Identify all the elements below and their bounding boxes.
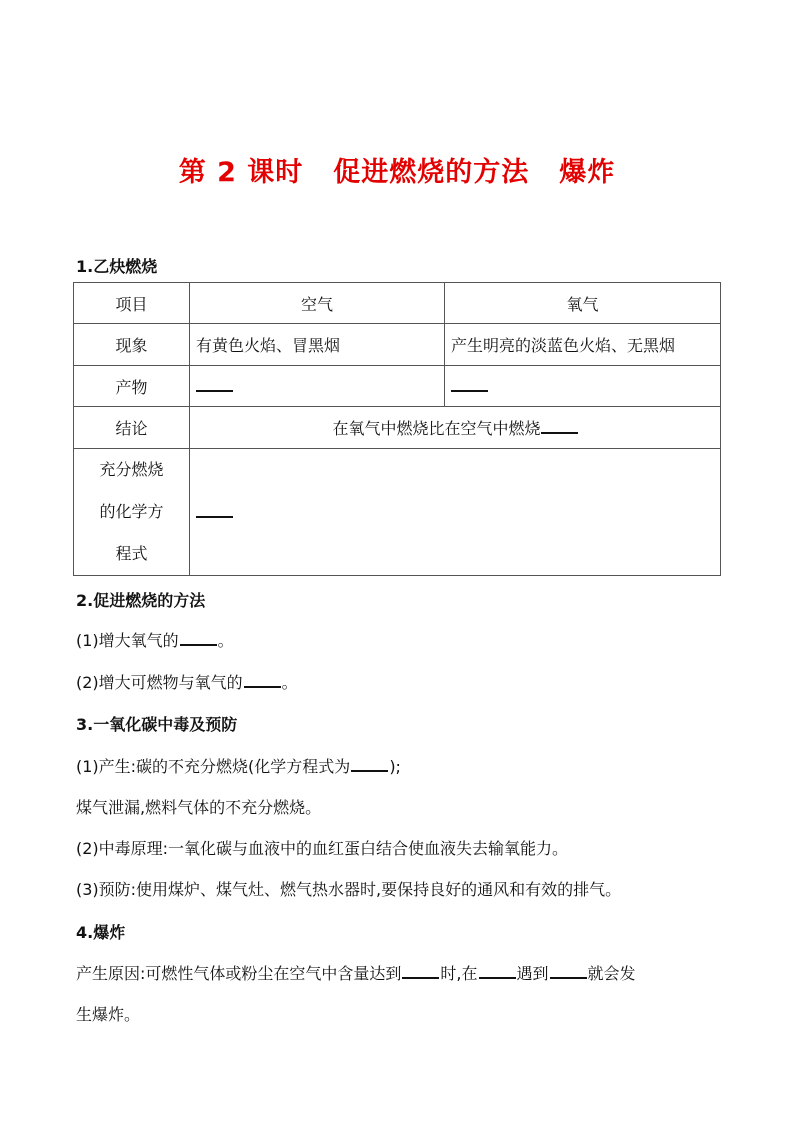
- title-topic: 促进燃烧的方法: [333, 157, 530, 188]
- s3-item1-blank[interactable]: [351, 756, 388, 772]
- equation-label-line2: 的化学方: [99, 502, 164, 521]
- s2-item2-text: (2)增大可燃物与氧气的: [76, 673, 243, 692]
- section-3-item-2: (2)中毒原理:一氧化碳与血液中的血红蛋白结合使血液失去输氧能力。: [76, 839, 569, 858]
- s4-blank-2[interactable]: [479, 963, 516, 979]
- row-label-product: 产物: [74, 366, 190, 407]
- section-2-item-1: [76, 628, 234, 651]
- acetylene-combustion-table: [73, 282, 721, 576]
- equation-blank[interactable]: [196, 506, 233, 518]
- equation-label-line3: 程式: [115, 544, 148, 563]
- title-explosion: 爆炸: [559, 157, 616, 188]
- conclusion-text: 在氧气中燃烧比在空气中燃烧: [332, 419, 541, 438]
- table-header-row: [74, 283, 721, 324]
- s2-item1-text: (1)增大氧气的: [76, 631, 179, 650]
- table-row-equation: [74, 449, 721, 576]
- row-label-conclusion: 结论: [74, 407, 190, 449]
- product-oxygen-cell: [445, 366, 721, 407]
- s3-item1-text: (1)产生:碳的不充分燃烧(化学方程式为: [76, 757, 351, 776]
- s2-item1-end: 。: [217, 631, 234, 650]
- section-4-text: [76, 961, 636, 984]
- page-title: [0, 150, 794, 189]
- s4-blank-3[interactable]: [550, 963, 587, 979]
- section-4-text-cont: 生爆炸。: [76, 1005, 141, 1024]
- conclusion-cell: [190, 407, 721, 449]
- section-3-item-1: [76, 754, 401, 777]
- phenomenon-air: 有黄色火焰、冒黑烟: [190, 324, 445, 366]
- s4-blank-1[interactable]: [402, 963, 439, 979]
- equation-label-line1: 充分燃烧: [99, 460, 164, 479]
- conclusion-blank[interactable]: [541, 422, 578, 434]
- row-label-equation: [74, 449, 190, 576]
- s4-text-c: 遇到: [516, 964, 549, 983]
- equation-cell: [190, 449, 721, 576]
- section-4-heading: 4.爆炸: [76, 923, 126, 942]
- s3-item1-end: );: [389, 757, 401, 776]
- s2-item2-end: 。: [281, 673, 298, 692]
- section-3-heading: 3.一氧化碳中毒及预防: [76, 715, 238, 734]
- table-row-phenomenon: [74, 324, 721, 366]
- product-air-cell: [190, 366, 445, 407]
- section-3-item-3: (3)预防:使用煤炉、煤气灶、燃气热水器时,要保持良好的通风和有效的排气。: [76, 880, 622, 899]
- section-2-heading: 2.促进燃烧的方法: [76, 591, 206, 610]
- product-air-blank[interactable]: [196, 380, 233, 392]
- section-1-heading: 1.乙炔燃烧: [76, 257, 158, 276]
- header-air: 空气: [190, 283, 445, 324]
- header-item: 项目: [74, 283, 190, 324]
- section-2-item-2: [76, 670, 298, 693]
- section-3-item-1-cont: 煤气泄漏,燃料气体的不充分燃烧。: [76, 798, 322, 817]
- table-row-conclusion: [74, 407, 721, 449]
- header-oxygen: 氧气: [445, 283, 721, 324]
- s4-text-a: 产生原因:可燃性气体或粉尘在空气中含量达到: [76, 964, 402, 983]
- s4-text-b: 时,在: [440, 964, 478, 983]
- product-oxygen-blank[interactable]: [451, 380, 488, 392]
- title-lesson: 第 2 课时: [178, 157, 304, 188]
- s4-text-d: 就会发: [587, 964, 636, 983]
- row-label-phenomenon: 现象: [74, 324, 190, 366]
- phenomenon-oxygen: 产生明亮的淡蓝色火焰、无黑烟: [445, 324, 721, 366]
- table-row-product: [74, 366, 721, 407]
- s2-item2-blank[interactable]: [244, 672, 281, 688]
- s2-item1-blank[interactable]: [180, 630, 217, 646]
